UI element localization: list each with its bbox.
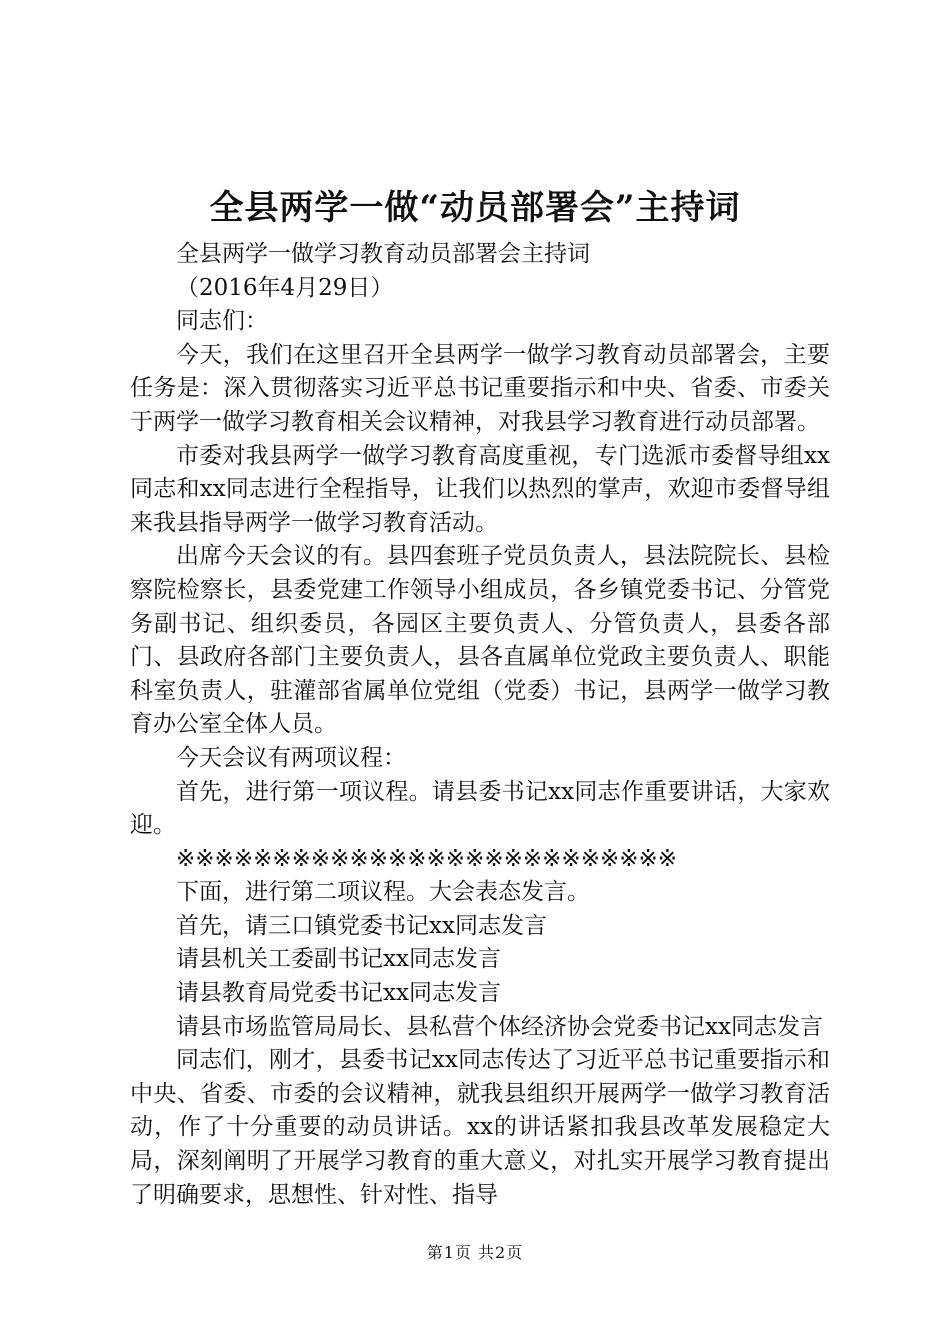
paragraph: 市委对我县两学一做学习教育高度重视，专门选派市委督导组xx同志和xx同志进行全程指导，让我们以热烈的掌声，欢迎市委督导组来我县指导两学一做学习教育活动。 [130,442,830,536]
paragraph: 首先，请三口镇党委书记xx同志发言 [176,912,547,939]
paragraph: 请县机关工委副书记xx同志发言 [176,946,501,973]
paragraph-subtitle: 全县两学一做学习教育动员部署会主持词 [176,241,590,267]
paragraph: 首先，进行第一项议程。请县委书记xx同志作重要讲话，大家欢迎。 [130,778,830,839]
paragraph: 今天，我们在这里召开全县两学一做学习教育动员部署会，主要任务是：深入贯彻落实习近平总书记重要指示和中央、省委、市委关于两学一做学习教育相关会议精神，对我县学习教育进行动员部署。 [130,341,830,435]
document-body [130,238,830,1212]
paragraph-salutation: 同志们： [176,308,268,335]
document-title: 全县两学一做“动员部署会”主持词 [209,188,741,228]
page-number-footer: 第1页 共2页 [426,1243,524,1262]
paragraph-date: （2016年4月29日） [176,274,394,301]
paragraph-separator: ※※※※※※※※※※※※※※※※※※※※※※※※※※ [176,845,678,872]
paragraph: 请县教育局党委书记xx同志发言 [176,980,501,1007]
paragraph: 同志们，刚才，县委书记xx同志传达了习近平总书记重要指示和中央、省委、市委的会议精神，就我县组织开展两学一做学习教育活动，作了十分重要的动员讲话。xx的讲话紧扣我县改革发展稳定大局，深刻阐明了开展学习教育的重大意义，对扎实开展学习教育提出了明确要求，思想性、针对性、指导 [130,1047,830,1208]
paragraph: 今天会议有两项议程： [176,744,406,771]
paragraph: 出席今天会议的有。县四套班子党员负责人，县法院院长、县检察院检察长，县委党建工作领导小组成员，各乡镇党委书记、分管党务副书记、组织委员，各园区主要负责人、分管负责人，县委各部门、县政府各部门主要负责人，县各直属单位党政主要负责人、职能科室负责人，驻灌部省属单位党组（党委）书记，县两学一做学习教育办公室全体人员。 [130,543,830,738]
paragraph: 请县市场监管局局长、县私营个体经济协会党委书记xx同志发言 [176,1013,823,1040]
paragraph: 下面，进行第二项议程。大会表态发言。 [176,879,590,906]
